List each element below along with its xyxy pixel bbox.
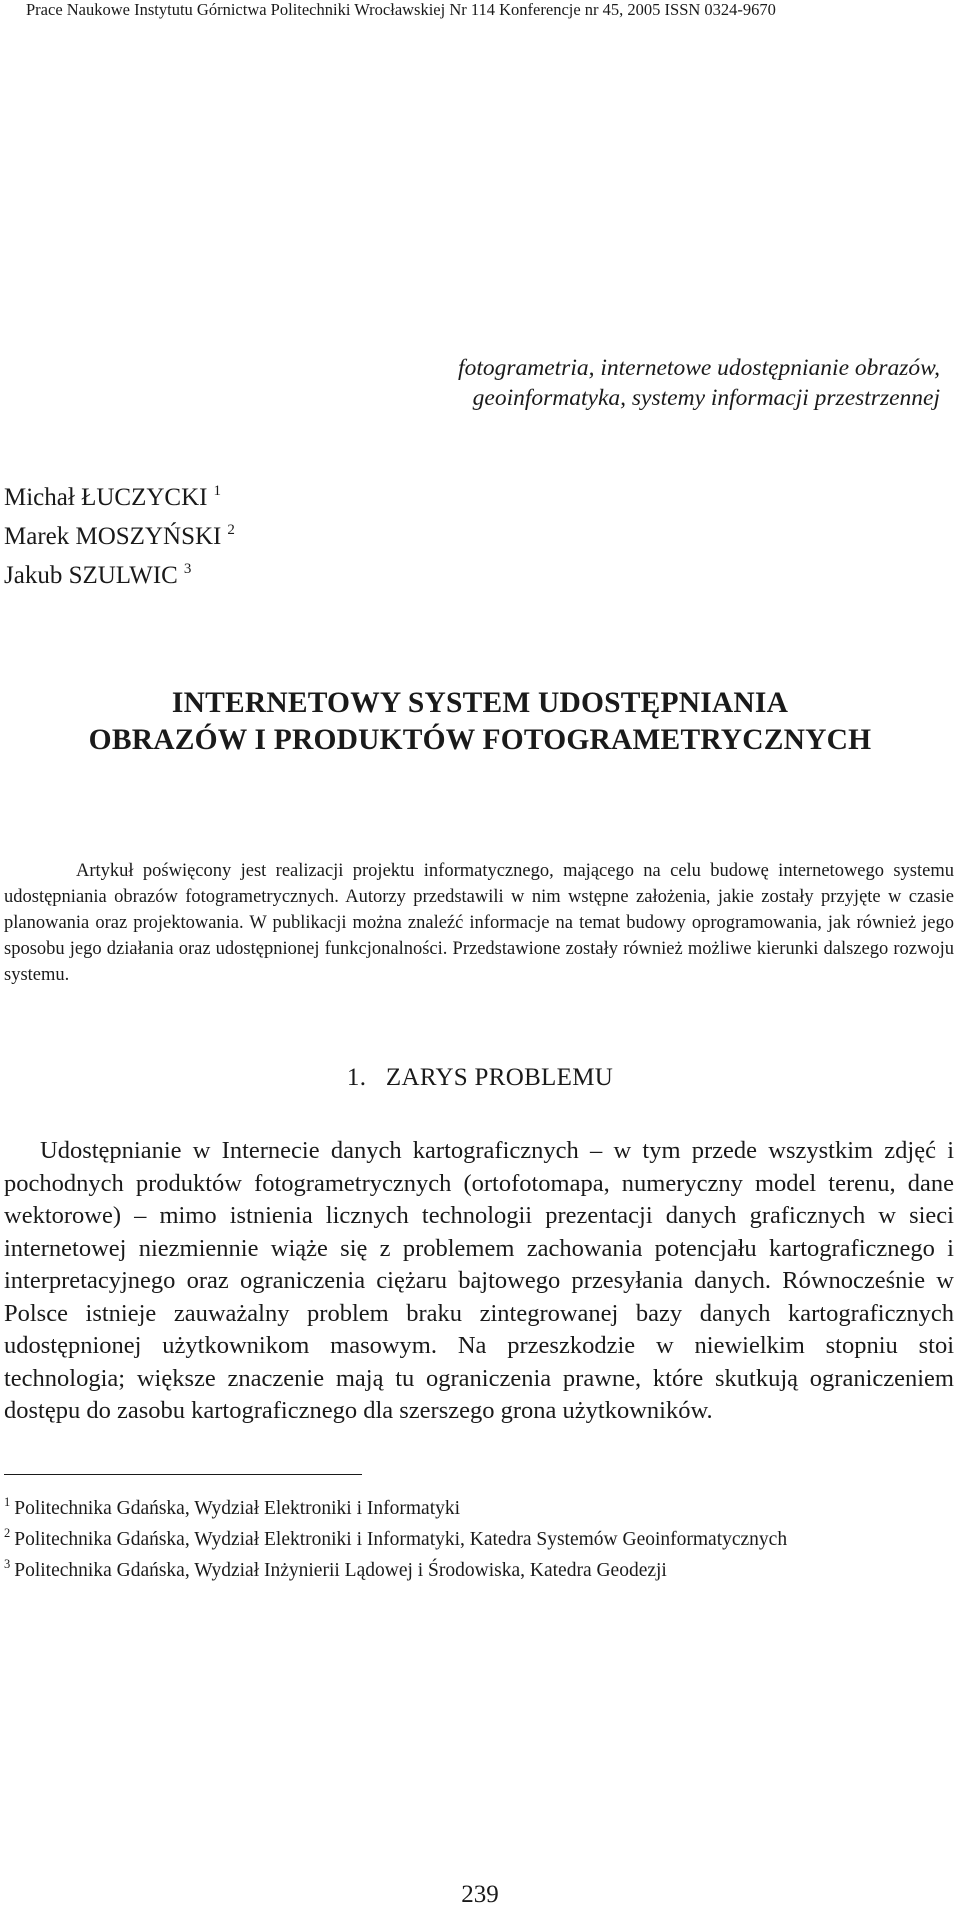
footnote-text: Politechnika Gdańska, Wydział Inżynierii Lądowej i Środowiska, Katedra Geodezji [14, 1560, 667, 1581]
section-number: 1. [346, 1064, 367, 1091]
author-affiliation-ref: 3 [183, 561, 192, 577]
keywords-line-2: geoinformatyka, systemy informacji przestrzennej [472, 385, 940, 411]
paper-title-line-2: OBRAZÓW I PRODUKTÓW FOTOGRAMETRYCZNYCH [88, 724, 872, 756]
author-list [4, 475, 235, 592]
body-paragraph [4, 1135, 954, 1428]
author [4, 514, 235, 553]
footnote-separator [4, 1474, 362, 1475]
footnote [4, 1521, 954, 1552]
paper-title-line-1: INTERNETOWY SYSTEM UDOSTĘPNIANIA [171, 687, 789, 719]
journal-header: Prace Naukowe Instytutu Górnictwa Politechniki Wrocławskiej Nr 114 Konferencje nr 45, 2005 ISSN 0324-9670 [26, 0, 776, 19]
footnote-text: Politechnika Gdańska, Wydział Elektroniki i Informatyki [14, 1498, 461, 1519]
section-heading [0, 1062, 960, 1094]
footnote-ref: 1 [4, 1495, 11, 1509]
footnote [4, 1552, 954, 1583]
author-name: Jakub SZULWIC [4, 562, 178, 589]
paper-title [0, 685, 960, 759]
abstract [4, 858, 954, 988]
section-title: ZARYS PROBLEMU [385, 1064, 614, 1091]
page-number: 239 [461, 1881, 499, 1908]
author-name: Michał ŁUCZYCKI [4, 484, 208, 511]
body-paragraph-text: Udostępnianie w Internecie danych kartograficznych – w tym przede wszystkim zdjęć i pochodnych produktów fotogrametrycznych (ortofotomapa, numeryczny model terenu, dane wektorowe) – mimo istnienia licznych technologii prezentacji danych graficznych w sieci internetowej niezmiennie wiąże się z problemem zachowania potencjału kartograficznego i interpretacyjnego oraz ograniczenia ciężaru bajtowego przesyłania danych. Równocześnie w Polsce istnieje zauważalny problem braku zintegrowanej bazy danych kartograficznych udostępnionej użytkownikom masowym. Na przeszkodzie w niewielkim stopniu stoi technologia; większe znaczenie mają tu ograniczenia prawne, które skutkują ograniczeniem dostępu do zasobu kartograficznego dla szerszego grona użytkowników. [4, 1137, 954, 1424]
author [4, 475, 235, 514]
footnotes [4, 1490, 954, 1583]
footnote-text: Politechnika Gdańska, Wydział Elektroniki i Informatyki, Katedra Systemów Geoinformatycznych [14, 1529, 788, 1550]
abstract-text: Artykuł poświęcony jest realizacji projektu informatycznego, mającego na celu budowę internetowego systemu udostępniania obrazów fotogrametrycznych. Autorzy przedstawili w nim wstępne założenia, jakie zostały przyjęte w czasie planowania oraz projektowania. W publikacji można znaleźć informacje na temat budowy oprogramowania, jak również jego sposobu jego działania oraz udostępnionej funkcjonalności. Przedstawione zostały również możliwe kierunki dalszego rozwoju systemu. [4, 861, 954, 985]
footnote-ref: 2 [4, 1526, 11, 1540]
author-affiliation-ref: 1 [213, 483, 221, 499]
author-affiliation-ref: 2 [227, 522, 235, 538]
author [4, 553, 235, 592]
keywords [240, 353, 940, 413]
footnote-ref: 3 [4, 1557, 11, 1571]
footnote [4, 1490, 954, 1521]
author-name: Marek MOSZYŃSKI [4, 523, 222, 550]
keywords-line-1: fotogrametria, internetowe udostępnianie obrazów, [458, 355, 940, 381]
